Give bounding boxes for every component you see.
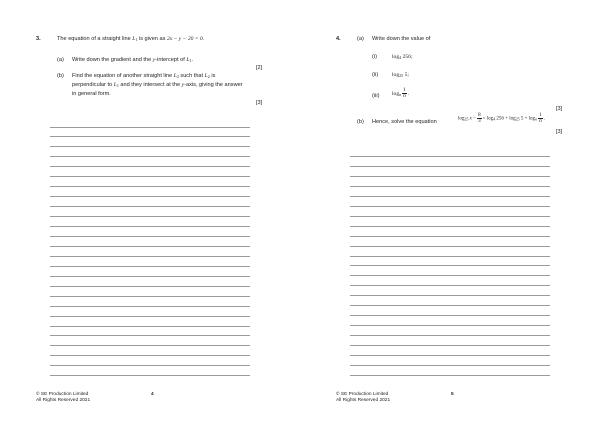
q4-part-a-text: Write down the value of xyxy=(372,36,431,42)
part-b-line-1: Find the equation of another straight line $L_2$ such that $L_2$ is xyxy=(72,73,216,79)
part-a-marks: [2] xyxy=(256,65,263,71)
answer-line xyxy=(50,206,250,207)
answer-line xyxy=(50,335,250,336)
answer-line xyxy=(350,176,550,177)
answer-line xyxy=(350,216,550,217)
question-3-number: 3. xyxy=(36,36,41,42)
footer-left xyxy=(36,392,90,403)
q4-item-ii-expr: $\log_{25} 5$; xyxy=(392,72,409,78)
q4-part-b-marks: [3] xyxy=(556,129,563,135)
q4-part-a-marks: [3] xyxy=(556,106,563,112)
answer-line xyxy=(50,176,250,177)
answer-line xyxy=(50,166,250,167)
answer-line xyxy=(50,216,250,217)
q4-item-i-expr: $\log_4 256$; xyxy=(392,54,413,60)
answer-line xyxy=(50,226,250,227)
answer-line xyxy=(50,127,250,128)
answer-line xyxy=(50,266,250,267)
answer-line xyxy=(50,256,250,257)
answer-line xyxy=(350,355,550,356)
answer-line xyxy=(350,196,550,197)
answer-line xyxy=(350,365,550,366)
intro-prefix: The equation of a straight line xyxy=(57,36,131,42)
answer-line xyxy=(50,326,250,327)
answer-line xyxy=(350,256,550,257)
answer-line xyxy=(50,296,250,297)
answer-line xyxy=(50,286,250,287)
answer-line xyxy=(50,236,250,237)
answer-line xyxy=(50,196,250,197)
answer-line xyxy=(50,246,250,247)
answer-line xyxy=(350,206,550,207)
line-l1: $L_1$ xyxy=(132,36,138,42)
answer-line xyxy=(50,146,250,147)
q4-part-b-text: Hence, solve the equation xyxy=(372,119,437,125)
footer-copyright: © SE Production Limited xyxy=(336,392,389,397)
footer-right xyxy=(336,392,390,403)
answer-line xyxy=(350,375,550,376)
q4-item-iii-expr: $\log_n$ $\frac{1}{n}$ . xyxy=(392,87,410,99)
footer-rights: All Rights Reserved 2021 xyxy=(36,397,91,403)
answer-line xyxy=(350,236,550,237)
answer-line xyxy=(350,265,550,266)
q4-item-ii-label: (ii) xyxy=(372,72,379,78)
answer-line xyxy=(50,306,250,307)
answer-line xyxy=(50,186,250,187)
answer-line xyxy=(50,156,250,157)
answer-line xyxy=(350,156,550,157)
answer-line xyxy=(350,345,550,346)
q4-item-i-label: (i) xyxy=(372,54,377,60)
part-b-label: (b) xyxy=(57,73,64,79)
part-b-line-2: perpendicular to $L_1$ and they intersect at the y-axis, giving the answer xyxy=(72,82,243,88)
answer-line xyxy=(350,285,550,286)
intro-middle: is given as xyxy=(138,36,166,42)
answer-line xyxy=(350,166,550,167)
answer-line xyxy=(350,335,550,336)
q4-item-iii-label: (iii) xyxy=(372,93,380,99)
part-a-label: (a) xyxy=(57,57,64,63)
answer-line xyxy=(50,355,250,356)
answer-line xyxy=(50,375,250,376)
footer-copyright: © SE Production Limited xyxy=(36,392,89,397)
q4-part-b-label: (b) xyxy=(357,119,364,125)
answer-line xyxy=(350,305,550,306)
answer-line xyxy=(350,315,550,316)
part-b-line-3: in general form. xyxy=(72,91,111,97)
q4-part-a-label: (a) xyxy=(357,36,364,42)
answer-line xyxy=(350,246,550,247)
answer-line xyxy=(50,345,250,346)
answer-line xyxy=(50,365,250,366)
answer-line xyxy=(50,276,250,277)
equation-l1: 2x − y − 20 = 0. xyxy=(166,36,205,42)
page-5 xyxy=(300,0,600,424)
question-4-number: 4. xyxy=(336,36,341,42)
answer-line xyxy=(350,295,550,296)
part-b-marks: [3] xyxy=(256,100,263,106)
answer-line xyxy=(350,275,550,276)
q4-part-b-equation: $\log_{25} x$ − $\frac{8}{3}$ = $\log_4 256 + \log_{25} 5 + \log_n$ $\frac{1}{n}$ . xyxy=(458,112,546,124)
page-number-4: 4 xyxy=(151,392,154,397)
answer-line xyxy=(350,186,550,187)
question-3-intro xyxy=(57,36,204,43)
page-number-5: 5 xyxy=(451,392,454,397)
answer-line xyxy=(350,226,550,227)
answer-line xyxy=(50,136,250,137)
footer-rights: All Rights Reserved 2021 xyxy=(336,397,391,403)
answer-line xyxy=(50,316,250,317)
part-a-text: Write down the gradient and the y-intercept of $L_1$. xyxy=(72,57,194,63)
answer-line xyxy=(350,325,550,326)
